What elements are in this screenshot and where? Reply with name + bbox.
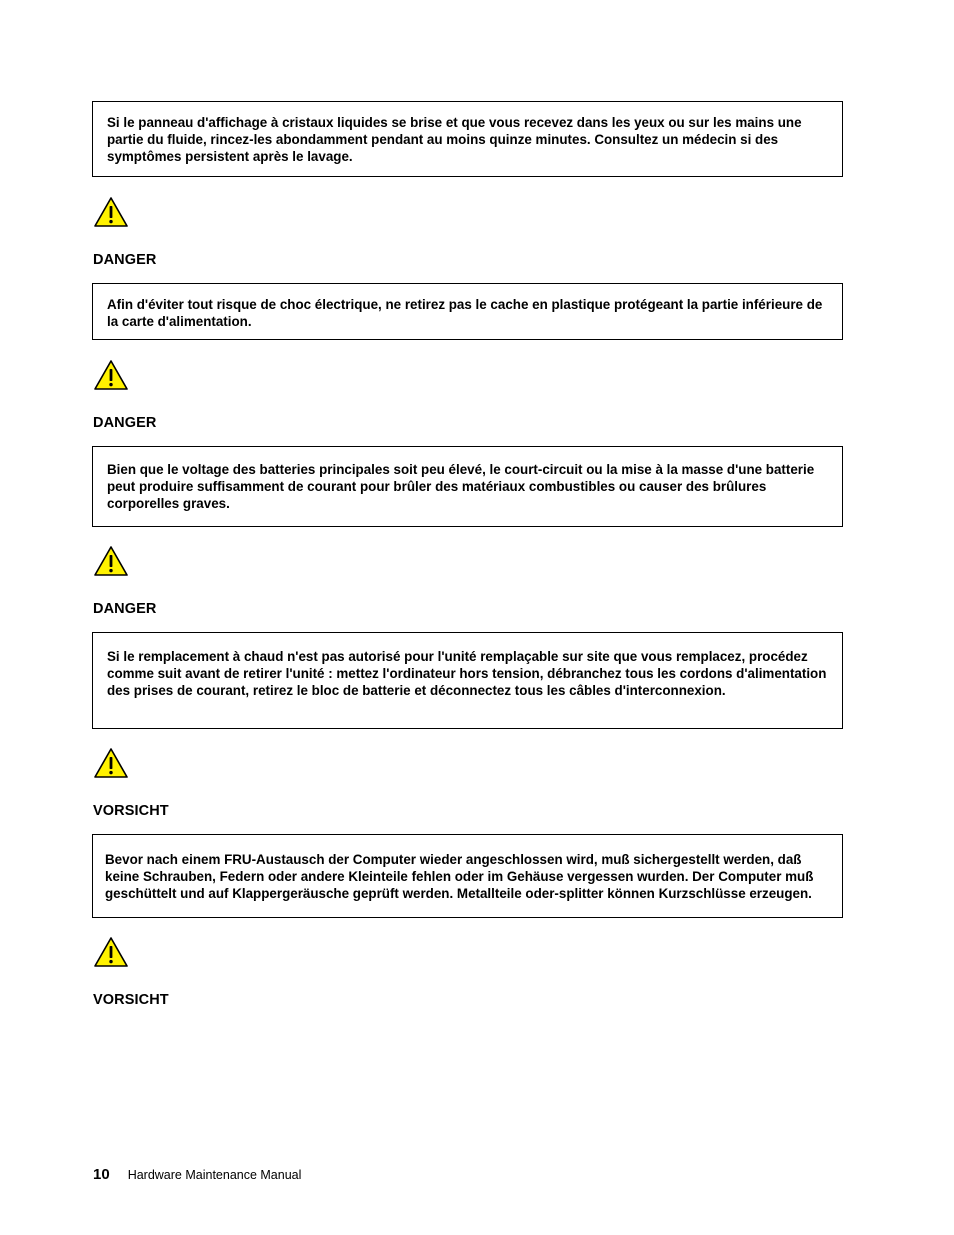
page-number: 10 [93, 1166, 110, 1183]
notice-text: Bien que le voltage des batteries principales soit peu élevé, le court-circuit ou la mise à la masse d'une batterie peut produire suffisamment de courant pour brûler des matériaux combustibles ou causer des brûlures corporelles graves. [107, 462, 815, 511]
warning-triangle-icon [93, 747, 129, 779]
notice-box-battery-short [92, 446, 843, 527]
page-footer [93, 1166, 301, 1186]
notice-text: Si le remplacement à chaud n'est pas autorisé pour l'unité remplaçable sur site que vous remplacez, procédez comme suit avant de retirer l'unité : mettez l'ordinateur hors tension, débranchez tous les cordons d'alimentation des prises de courant, retirez le bloc de batterie et déconnectez tous les câbles d'interconnexion. [107, 649, 827, 698]
notice-box-hot-swap [92, 632, 843, 729]
manual-title: Hardware Maintenance Manual [127, 1168, 302, 1182]
warning-triangle-icon [93, 545, 129, 577]
vorsicht-label: VORSICHT [93, 992, 169, 1008]
danger-label: DANGER [93, 252, 157, 268]
notice-box-fru-exchange [92, 834, 843, 918]
notice-box-lcd-fluid [92, 101, 843, 177]
warning-triangle-icon [93, 359, 129, 391]
warning-triangle-icon [93, 196, 129, 228]
notice-text: Si le panneau d'affichage à cristaux liquides se brise et que vous recevez dans les yeux ou sur les mains une partie du fluide, rincez-les abondamment pendant au moins quinze minutes. Consultez un médecin si des symptômes persistent après le lavage. [107, 115, 802, 164]
notice-box-power-board [92, 283, 843, 340]
notice-text: Afin d'éviter tout risque de choc électrique, ne retirez pas le cache en plastique protégeant la partie inférieure de la carte d'alimentation. [107, 297, 823, 329]
danger-label: DANGER [93, 415, 157, 431]
danger-label: DANGER [93, 601, 157, 617]
warning-triangle-icon [93, 936, 129, 968]
vorsicht-label: VORSICHT [93, 803, 169, 819]
notice-text: Bevor nach einem FRU-Austausch der Computer wieder angeschlossen wird, muß sichergestellt werden, daß keine Schrauben, Federn oder andere Kleinteile fehlen oder im Gehäuse vergessen wurden. Der Computer muß geschüttelt und auf Klappergeräusche geprüft werden. Metallteile oder-splitter können Kurzschlüsse erzeugen. [105, 852, 814, 901]
